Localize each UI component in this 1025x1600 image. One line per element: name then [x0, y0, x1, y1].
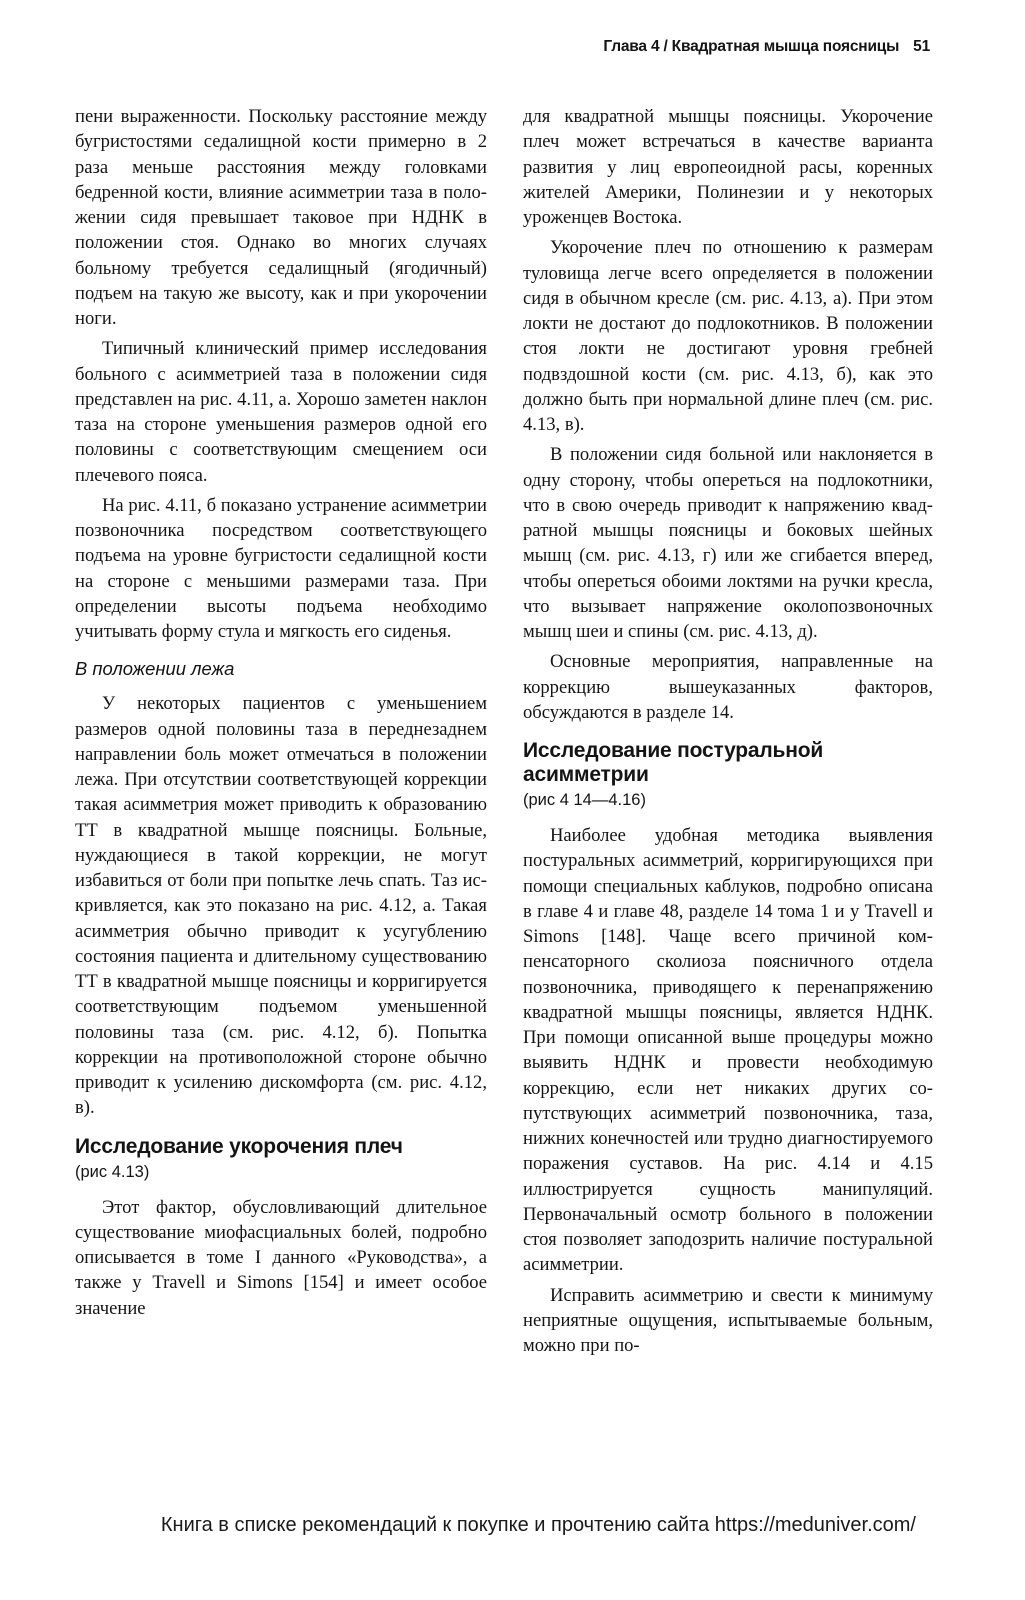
- running-title: Глава 4 / Квадратная мышца поясницы: [603, 38, 900, 55]
- paragraph: пени выраженности. Поскольку расстояние между бугристостями седалищной кости примерно в 2 раза меньше расстояния между головками бедренной кости, влияние асимметрии таза в положении сидя превышает таковое при НДНК в положении стоя. Однако во многих случаях больному требуется седалищный (ягодичный) подъем на такую же высоту, как и при укорочении ноги.: [75, 106, 487, 329]
- paragraph: Основные мероприятия, направленные на коррекцию вышеуказанных факторов, обсуждаются в разделе 14.: [523, 651, 933, 723]
- paragraph: У некоторых пациентов с уменьшением размеров одной половины таза в переднезаднем направлении боль может отмечаться в положении лежа. При отсутствии соответствующей коррекции такая асимметрия может приводить к образованию ТТ в квадратной мышце поясницы. Больные, нуждающиеся в такой коррекции, не могут избавиться от боли при попытке лечь спать. Таз искривляется, как это показано на рис. 4.12, а. Такая асимметрия обычно приводит к усугублению состояния пациента и длительному существованию ТТ в квадратной мышце поясницы и корригируется соответствующим подъемом уменьшенной половины таза (см. рис. 4.12, б). Попытка коррекции на противоположной стороне обычно приводит к усилению дискомфорта (см. рис. 4.12, в).: [75, 693, 487, 1119]
- site-footer-note: Книга в списке рекомендаций к покупке и прочтению сайта https://meduniver.com/: [160, 1514, 916, 1536]
- subsection-heading: В положении лежа: [75, 658, 235, 680]
- paragraph: Типичный клинический пример исследования больного с асимметрией таза в положении сидя представлен на рис. 4.11, а. Хорошо заметен наклон таза на стороне уменьшения размеров одной его половины с соответствующим смещением оси плечевого пояса.: [75, 338, 487, 486]
- paragraph: Укорочение плеч по отношению к размерам туловища легче всего определяется в положении сидя в обычном кресле (см. рис. 4.13, а). При этом локти не достают до подлокотников. В положении стоя локти не достигают уровня гребней подвздошной кости (см. рис. 4.13, б), как это должно быть при нормальной длине плеч (см. рис. 4.13, в).: [523, 237, 933, 435]
- paragraph: Наиболее удобная методика выявления постуральных асимметрий, корригирующихся при помощи специальных каблуков, подробно описана в главе 4 и главе 48, разделе 14 тома 1 и у Travell и Simons [148]. Чаще всего причиной компенсаторного сколиоза поясничного отдела позвоночника, приводящего к перенапряжению квадратной мышцы поясницы, является НДНК. При помощи описанной выше процедуры можно выявить НДНК и провести необходимую коррекцию, если нет никаких других сопутствующих асимметрий позвоночника, таза, нижних конечностей или трудно диагностируемого поражения суставов. На рис. 4.14 и 4.15 иллюстрируется сущность манипуляций. Первоначальный осмотр больного в положении стоя позволяет заподозрить наличие постуральной асимметрии.: [523, 825, 933, 1276]
- paragraph: для квадратной мышцы поясницы. Укорочение плеч может встречаться в качестве варианта развития у лиц европеоидной расы, коренных жителей Америки, Полинезии и у некоторых уроженцев Востока.: [523, 106, 933, 228]
- figure-reference: (рис 4 14—4.16): [523, 791, 646, 809]
- running-header: [500, 38, 930, 56]
- left-column: [75, 104, 487, 1326]
- right-column: [523, 104, 933, 1363]
- section-heading: Исследование постуральной асимметрии: [523, 739, 824, 786]
- paragraph: На рис. 4.11, б показано устранение асимметрии позвоночника посредством соответствующего подъема на уровне бугристости седалищной кости на стороне с меньшими размерами таза. При определении высоты подъема необходимо учитывать форму стула и мягкость его сиденья.: [75, 494, 487, 642]
- paragraph: Исправить асимметрию и свести к минимуму неприятные ощущения, испытываемые больным, можно при по-: [523, 1284, 933, 1356]
- figure-reference: (рис 4.13): [75, 1162, 150, 1181]
- section-heading: Исследование укорочения плеч: [75, 1134, 403, 1158]
- page-number: 51: [913, 38, 930, 55]
- paragraph: Этот фактор, обусловливающий длительное существование миофасциальных болей, подробно описывается в томе I данного «Руководства», а также у Travell и Simons [154] и имеет особое значение: [75, 1196, 487, 1319]
- paragraph: В положении сидя больной или наклоняется в одну сторону, чтобы опереться на подлокотники, что в свою очередь приводит к напряжению квадратной мышцы поясницы и боковых шейных мышц (см. рис. 4.13, г) или же сгибается вперед, чтобы опереться обоими локтями на ручки кресла, что вызывает напряжение околопозвоночных мышц шеи и спины (см. рис. 4.13, д).: [523, 444, 933, 642]
